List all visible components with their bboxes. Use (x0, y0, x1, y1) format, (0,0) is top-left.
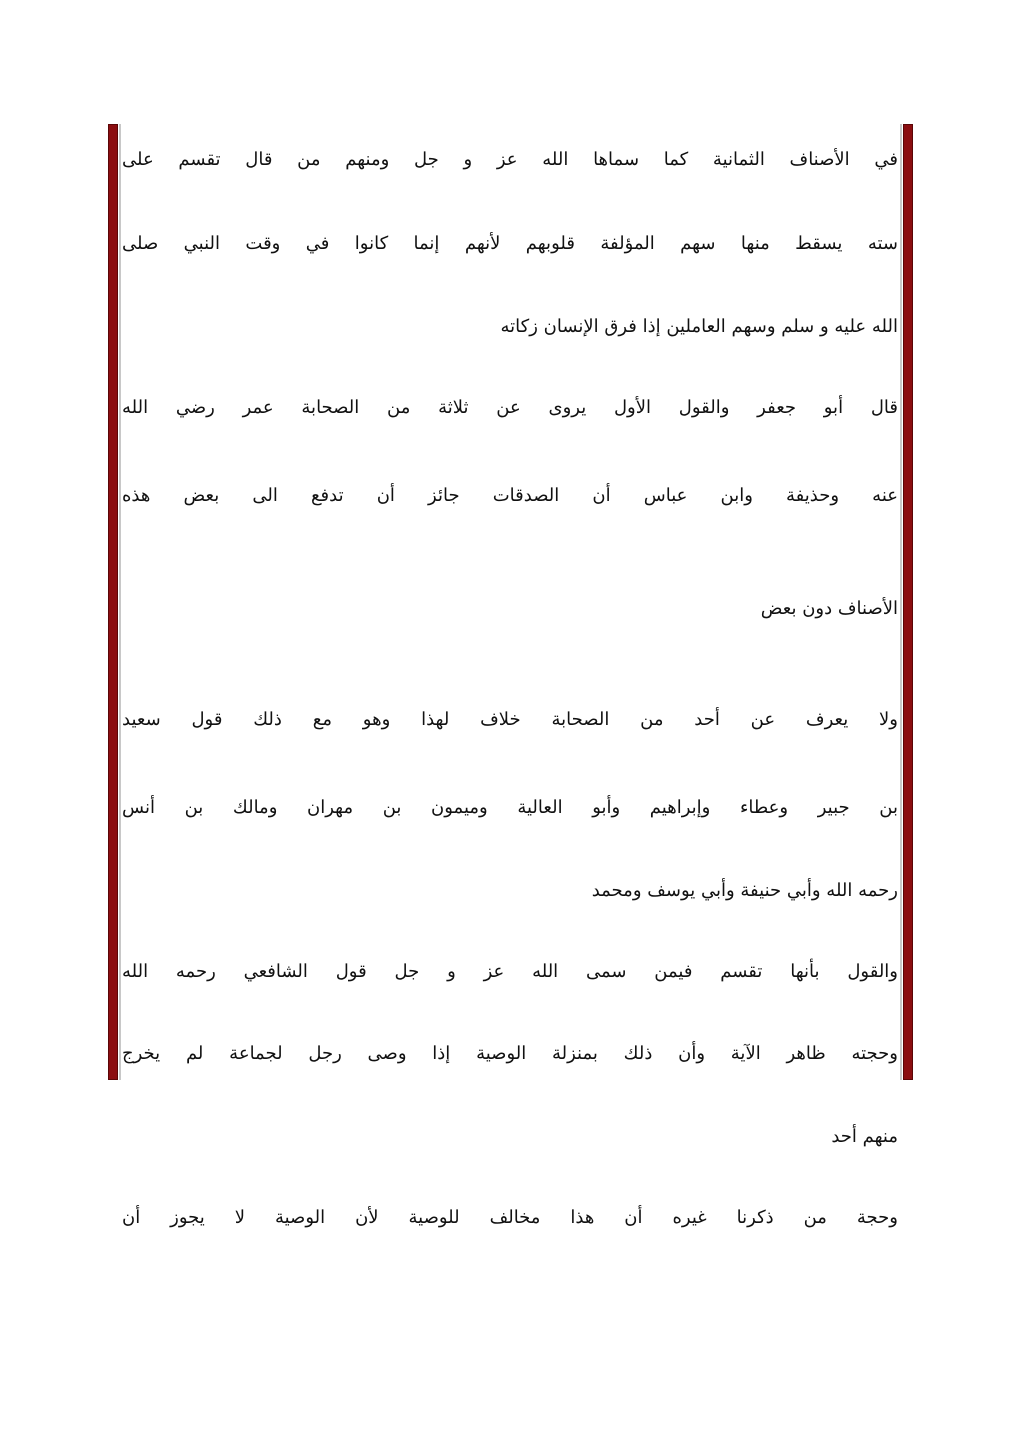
text-body (122, 124, 900, 1228)
text-line-1: في الأصناف الثمانية كما سماها الله عز و جل ومنهم من قال تقسم على (122, 149, 898, 170)
text-line-12: منهم أحد (831, 1125, 898, 1147)
left-border-bar (108, 124, 118, 1080)
text-line-13: وحجة من ذكرنا غيره أن هذا مخالف للوصية لأن الوصية لا يجوز أن (122, 1207, 898, 1228)
text-line-6: الأصناف دون بعض (760, 597, 898, 619)
right-border-bar (903, 124, 913, 1080)
text-line-3: الله عليه و سلم وسهم العاملين إذا فرق الإنسان زكاته (500, 315, 898, 337)
text-line-10: والقول بأنها تقسم فيمن سمى الله عز و جل قول الشافعي رحمه الله (122, 961, 898, 982)
text-line-8: بن جبير وعطاء وإبراهيم وأبو العالية وميمون بن مهران ومالك بن أنس (122, 797, 898, 818)
text-line-4: قال أبو جعفر والقول الأول يروى عن ثلاثة من الصحابة عمر رضي الله (122, 397, 898, 418)
text-line-11: وحجته ظاهر الآية وأن ذلك بمنزلة الوصية إذا وصى رجل لجماعة لم يخرج (122, 1043, 898, 1064)
text-line-7: ولا يعرف عن أحد من الصحابة خلاف لهذا وهو مع ذلك قول سعيد (122, 709, 898, 730)
text-line-5: عنه وحذيفة وابن عباس أن الصدقات جائز أن تدفع الى بعض هذه (122, 485, 898, 506)
text-line-9: رحمه الله وأبي حنيفة وأبي يوسف ومحمد (591, 879, 898, 901)
text-line-2: سته يسقط منها سهم المؤلفة قلوبهم لأنهم إنما كانوا في وقت النبي صلى (122, 233, 898, 254)
